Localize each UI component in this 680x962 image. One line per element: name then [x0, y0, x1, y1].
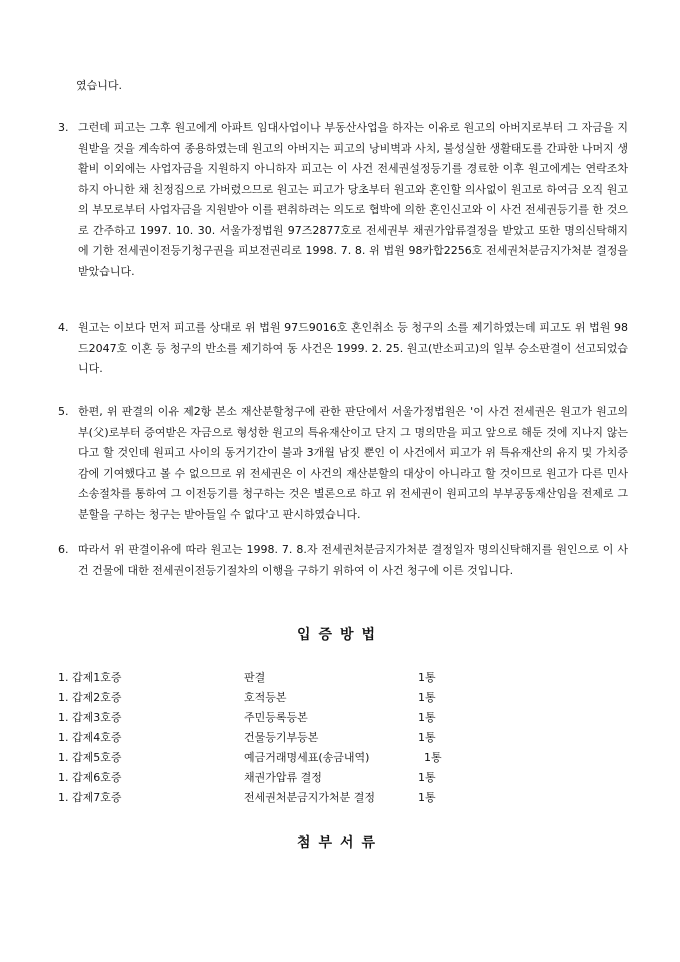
- evidence-count: 1통: [418, 691, 436, 704]
- evidence-row: [58, 748, 478, 768]
- evidence-count: 1통: [418, 711, 436, 724]
- evidence-count: 1통: [418, 731, 436, 744]
- evidence-row: [58, 708, 478, 728]
- evidence-row: [58, 788, 478, 808]
- evidence-heading: 입증방법: [296, 627, 384, 643]
- evidence-number: 1. 갑제2호증: [58, 691, 122, 704]
- attachments-heading: 첨부서류: [296, 835, 384, 851]
- evidence-list: [58, 668, 478, 808]
- evidence-name: 예금거래명세표(송금내역): [244, 751, 370, 764]
- evidence-number: 1. 갑제4호증: [58, 731, 122, 744]
- evidence-row: [58, 768, 478, 788]
- evidence-number: 1. 갑제1호증: [58, 671, 122, 684]
- evidence-number: 1. 갑제5호증: [58, 751, 122, 764]
- paragraph-5: [58, 402, 628, 525]
- evidence-number: 1. 갑제3호증: [58, 711, 122, 724]
- paragraph-text: 원고는 이보다 먼저 피고를 상대로 위 법원 97드9016호 혼인취소 등 청구의 소를 제기하였는데 피고도 위 법원 98드2047호 이혼 등 청구의 반소를 제기하여 동 사건은 1999. 2. 25. 원고(반소피고)의 일부 승소판결이 선고되었습니다.: [78, 321, 628, 375]
- evidence-count: 1통: [418, 771, 436, 784]
- evidence-row: [58, 688, 478, 708]
- evidence-name: 호적등본: [244, 691, 287, 704]
- evidence-row: [58, 728, 478, 748]
- paragraph-number: 4.: [58, 321, 69, 334]
- evidence-count: 1통: [424, 751, 442, 764]
- evidence-row: [58, 668, 478, 688]
- paragraph-text: 한편, 위 판결의 이유 제2항 본소 재산분할청구에 관한 판단에서 서울가정법원은 '이 사건 전세권은 원고가 원고의 부(父)로부터 증여받은 자금으로 형성한 원고의 특유재산이고 단지 그 명의만을 피고 앞으로 해둔 것에 지나지 않는다고 할 것인데 원피고 사이의 동거기간이 불과 3개월 남짓 뿐인 이 사건에서 피고가 위 특유재산의 유지 및 가치증감에 기여했다고 볼 수 없으므로 위 전세권은 이 사건의 재산분할의 대상이 아니라고 할 것이므로 원고가 다른 민사소송절차를 통하여 그 이전등기를 청구하는 것은 별론으로 하고 위 전세권이 원피고의 부부공동재산임을 전제로 그 분할을 구하는 청구는 받아들일 수 없다'고 판시하였습니다.: [78, 405, 628, 521]
- evidence-name: 건물등기부등본: [244, 731, 319, 744]
- continuation-text: 였습니다.: [76, 79, 123, 92]
- evidence-number: 1. 갑제7호증: [58, 791, 122, 804]
- paragraph-6: [58, 540, 628, 581]
- paragraph-number: 5.: [58, 405, 69, 418]
- paragraph-text: 그런데 피고는 그후 원고에게 아파트 임대사업이나 부동산사업을 하자는 이유로 원고의 아버지로부터 그 자금을 지원받을 것을 계속하여 종용하였는데 원고의 아버지는 피고의 낭비벽과 사치, 불성실한 생활태도를 간파한 나머지 생활비 이외에는 사업자금을 지원하지 아니하자 피고는 이 사건 전세권설정등기를 경료한 이후 원고에게는 연락조차 하지 아니한 채 친정집으로 가버렸으므로 원고는 피고가 당초부터 원고와 혼인할 의사없이 원고로 하여금 오직 원고의 부모로부터 사업자금을 지원받아 이를 편취하려는 의도로 협박에 의한 혼인신고와 이 사건 전세권등기를 한 것으로 간주하고 1997. 10. 30. 서울가정법원 97즈2877호로 전세권부 채권가압류결정을 받았고 또한 명의신탁해지에 기한 전세권이전등기청구권을 피보전권리로 1998. 7. 8. 위 법원 98카합2256호 전세권처분금지가처분 결정을 받았습니다.: [78, 121, 628, 278]
- evidence-name: 주민등록등본: [244, 711, 308, 724]
- evidence-name: 전세권처분금지가처분 결정: [244, 791, 376, 804]
- evidence-number: 1. 갑제6호증: [58, 771, 122, 784]
- paragraph-3: [58, 118, 628, 282]
- evidence-count: 1통: [418, 671, 436, 684]
- paragraph-number: 6.: [58, 543, 69, 556]
- paragraph-text: 따라서 위 판결이유에 따라 원고는 1998. 7. 8.자 전세권처분금지가처분 결정일자 명의신탁해지를 원인으로 이 사건 건물에 대한 전세권이전등기절차의 이행을 구하기 위하여 이 사건 청구에 이른 것입니다.: [78, 543, 628, 577]
- paragraph-number: 3.: [58, 121, 69, 134]
- paragraph-4: [58, 318, 628, 380]
- evidence-count: 1통: [418, 791, 436, 804]
- evidence-name: 판결: [244, 671, 266, 684]
- evidence-name: 채권가압류 결정: [244, 771, 322, 784]
